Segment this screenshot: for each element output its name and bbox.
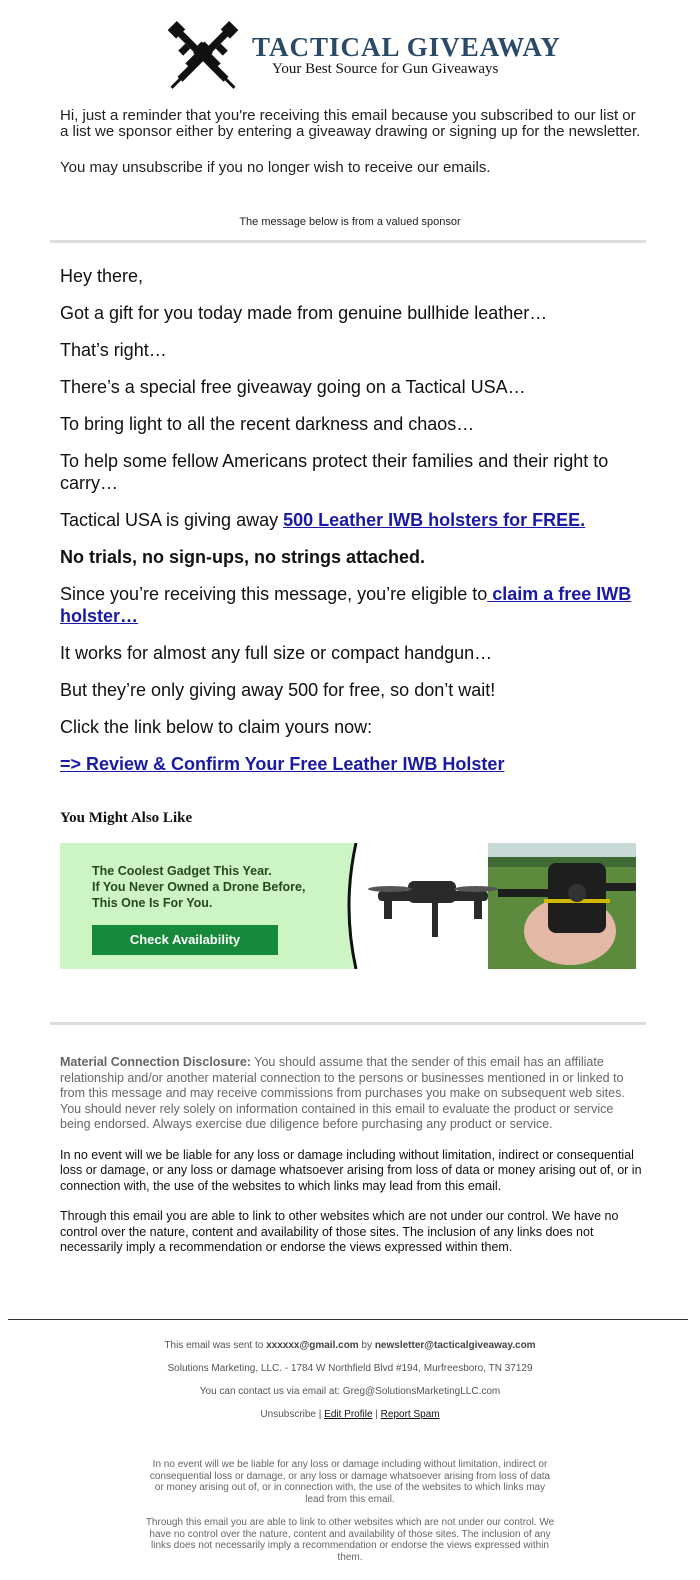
divider [50, 1022, 646, 1025]
sponsor-note: The message below is from a valued sponsor [239, 216, 461, 228]
company-address: Solutions Marketing, LLC. - 1784 W Northfield Blvd #194, Murfreesboro, TN 37129 [167, 1363, 533, 1374]
link-separator: | [372, 1409, 381, 1420]
liability-text: In no event will we be liable for any loss or damage including without limitation, indirect or consequential loss or damage, or any loss or damage whatsoever arising from loss of data or money arising out of, or in connection with, the use of the websites to which links may lead from this email. [60, 1147, 642, 1193]
report-spam-link[interactable]: Report Spam [380, 1409, 440, 1420]
footer-spacer [0, 1431, 700, 1459]
cta-line [60, 753, 640, 775]
logo-title: TACTICAL GIVEAWAY [252, 32, 561, 62]
edit-profile-link[interactable]: Edit Profile [324, 1409, 373, 1420]
message-line: There’s a special free giveaway going on a Tactical USA… [60, 377, 526, 397]
sent-to-line [0, 1339, 700, 1362]
footer-divider [8, 1319, 688, 1320]
email-header [0, 8, 700, 100]
link-separator: | [316, 1409, 325, 1420]
ad-line: This One Is For You. [92, 896, 213, 910]
ad-line: If You Never Owned a Drone Before, [92, 880, 306, 894]
message-line: To help some fellow Americans protect their families and their right to carry… [60, 451, 609, 493]
message-line: It works for almost any full size or compact handgun… [60, 643, 493, 663]
material-disclosure [60, 1055, 645, 1133]
message-line [60, 509, 640, 531]
disclosure-text: You should assume that the sender of this email has an affiliate relationship and/or another material connection to the persons or businesses mentioned in or linked to from this message and may receive commissions from purchases you make on subsequent web sites. You should never rely solely on information contained in this email to evaluate the product or service being endorsed. Always exercise due diligence before purchasing any product or service. [60, 1055, 625, 1131]
message-line: Click the link below to claim yours now: [60, 717, 373, 737]
giveaway-text: Tactical USA is giving away [60, 510, 284, 530]
message-line [60, 583, 640, 627]
divider [50, 240, 646, 243]
ad-headline [92, 863, 305, 911]
intro-section [60, 108, 645, 196]
greeting: Hey there, [60, 266, 144, 286]
footer-links-text: Through this email you are able to link to other websites which are not under our control. We have no control over the nature, content and availability of those sites. The inclusion of any links does not necessarily imply a recommendation or endorse the views expressed within them. [145, 1517, 555, 1563]
unsubscribe-note: You may unsubscribe if you no longer wish to receive our emails. [60, 159, 491, 176]
drone-photo [338, 843, 636, 969]
logo-tagline: Your Best Source for Gun Giveaways [272, 61, 499, 77]
footer-legal [145, 1459, 555, 1563]
sent-to-text: This email was sent to [164, 1340, 267, 1351]
message-line: Got a gift for you today made from genuine bullhide leather… [60, 303, 548, 323]
footer-links [0, 1408, 700, 1431]
disclosure-section [60, 1055, 645, 1271]
sent-by-text: by [358, 1340, 375, 1351]
message-body [60, 265, 640, 790]
unsubscribe-link[interactable]: Unsubscribe [260, 1409, 316, 1420]
footer-liability-text: In no event will we be liable for any loss or damage including without limitation, indirect or consequential loss or damage, or any loss or damage whatsoever arising from loss of data or money arising out of, or in connection with, the use of the websites to which links may lead from this email. [149, 1459, 551, 1505]
message-line: To bring light to all the recent darkness and chaos… [60, 414, 475, 434]
message-line: That’s right… [60, 340, 167, 360]
message-line: But they’re only giving away 500 for free, so don’t wait! [60, 680, 496, 700]
check-availability-button[interactable]: Check Availability [92, 925, 278, 955]
drone-ad-banner[interactable] [60, 843, 636, 969]
you-might-also-like-heading: You Might Also Like [60, 810, 193, 826]
disclosure-label: Material Connection Disclosure: [60, 1055, 252, 1069]
holsters-free-link[interactable]: 500 Leather IWB holsters for FREE. [283, 510, 586, 530]
no-strings-line: No trials, no sign-ups, no strings attached. [60, 547, 426, 567]
sender-email: newsletter@tacticalgiveaway.com [374, 1340, 536, 1351]
review-confirm-link[interactable]: => Review & Confirm Your Free Leather IWB Holster [60, 754, 505, 774]
subscription-reminder: Hi, just a reminder that you're receiving this email because you subscribed to our list or a list we sponsor either by entering a giveaway drawing or signing up for the newsletter. [60, 107, 641, 140]
contact-line: You can contact us via email at: Greg@SolutionsMarketingLLC.com [199, 1386, 501, 1397]
ad-line: The Coolest Gadget This Year. [92, 864, 272, 878]
eligible-text: Since you’re receiving this message, you’re eligible to [60, 584, 488, 604]
recipient-email: xxxxxx@gmail.com [266, 1340, 359, 1351]
crossed-rifles-icon [155, 12, 251, 102]
claim-holster-link[interactable]: claim a free IWB holster… [60, 584, 632, 626]
external-links-text: Through this email you are able to link to other websites which are not under our control. We have no control over the nature, content and availability of those sites. The inclusion of any links does not necessarily imply a recommendation or endorse the views expressed within them. [60, 1209, 619, 1254]
email-footer [0, 1339, 700, 1575]
